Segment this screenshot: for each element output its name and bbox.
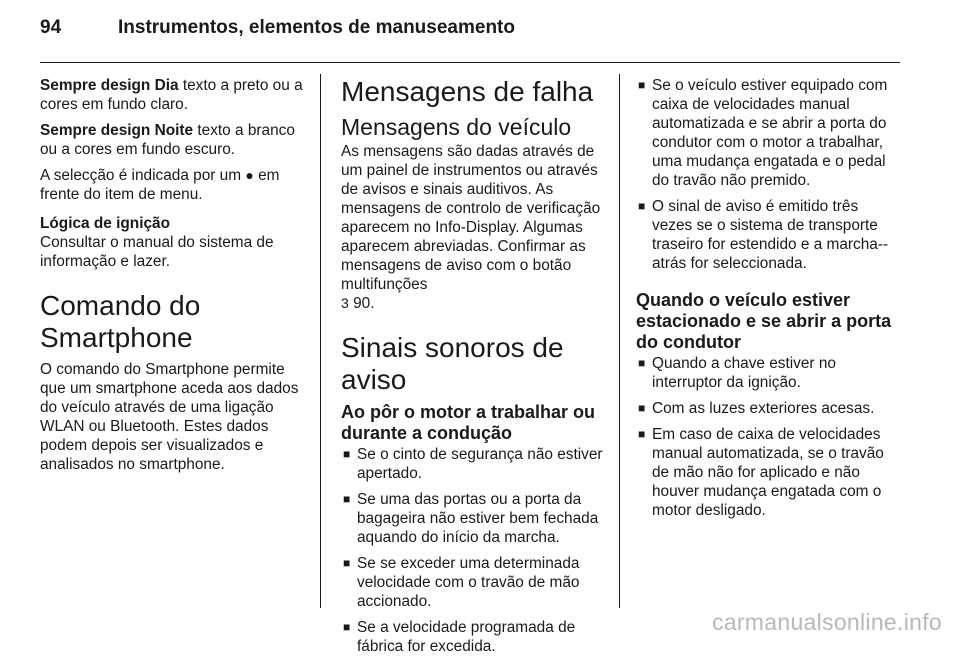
list-item-text: Com as luzes exteriores acesas. xyxy=(652,400,875,417)
smartphone-heading: Comando do Smartphone xyxy=(40,290,201,353)
ignition-logic-text: Consultar o manual do sistema de informação e lazer. xyxy=(40,234,274,270)
list-item xyxy=(636,425,902,520)
bullet-icon: ■ xyxy=(638,401,646,415)
column-2 xyxy=(341,76,605,663)
list-item xyxy=(636,197,902,273)
vehicle-messages-heading: Mensagens do veículo xyxy=(341,114,572,140)
bullet-icon: ■ xyxy=(343,492,351,506)
list-item-text: O sinal de aviso é emitido três vezes se o sistema de transporte traseiro for estendido e a marcha--atrás for seleccionada. xyxy=(652,198,889,272)
noite-label: Sempre design Noite xyxy=(40,122,194,139)
page-number: 94 xyxy=(40,17,62,38)
bullet-icon: ■ xyxy=(343,447,351,461)
list-item xyxy=(636,354,902,392)
selection-dot-icon: ● xyxy=(245,167,254,183)
noite-text: texto a branco ou a cores em fundo escuro. xyxy=(40,122,295,158)
dia-paragraph xyxy=(40,76,308,114)
list-item-text: Se uma das portas ou a porta da bagageira não estiver bem fechada aquando do início da marcha. xyxy=(357,491,599,546)
list-item-text: Se se exceder uma determinada velocidade com o travão de mão accionado. xyxy=(357,555,580,610)
column-1 xyxy=(40,76,308,481)
list-item-text: Se a velocidade programada de fábrica for excedida. xyxy=(357,619,576,655)
driving-list xyxy=(341,445,605,656)
header-divider xyxy=(40,62,900,63)
list-item-text: Se o cinto de segurança não estiver apertado. xyxy=(357,446,603,482)
list-item xyxy=(341,554,605,611)
list-item xyxy=(341,618,605,656)
bullet-icon: ■ xyxy=(638,427,646,441)
vehicle-messages-body: As mensagens são dadas através de um painel de instrumentos ou através de avisos e sinais auditivos. As mensagens de controlo de verificação aparecem no Info-Display. Algumas aparecem abreviadas. Confirmar as mensagens de aviso com o botão multifunções xyxy=(341,143,601,293)
bullet-icon: ■ xyxy=(638,199,646,213)
list-item xyxy=(636,76,902,190)
smartphone-text: O comando do Smartphone permite que um smartphone aceda aos dados do veículo através de uma ligação WLAN ou Bluetooth. Estes dados podem depois ser visualizados e analisados no smartphone. xyxy=(40,361,299,473)
page-header-title: Instrumentos, elementos de manuseamento xyxy=(118,17,515,38)
bullet-icon: ■ xyxy=(638,356,646,370)
parked-list xyxy=(636,354,902,520)
page-header xyxy=(40,14,900,42)
selection-paragraph xyxy=(40,166,308,204)
noite-paragraph xyxy=(40,121,308,159)
ignition-logic-heading: Lógica de ignição xyxy=(40,215,170,232)
top-warning-list xyxy=(636,76,902,273)
dia-text: texto a preto ou a cores em fundo claro. xyxy=(40,77,303,113)
bullet-icon: ■ xyxy=(343,620,351,634)
column-divider-right xyxy=(619,74,620,608)
list-item xyxy=(636,399,902,418)
column-3 xyxy=(636,76,902,527)
list-item-text: Se o veículo estiver equipado com caixa de velocidades manual automatizada e se abrir a porta do condutor com o motor a trabalhar, uma mudança engatada e o pedal do travão não premido. xyxy=(652,77,888,189)
watermark: carmanualsonline.info xyxy=(711,609,942,635)
selection-text-post: em frente do item de menu. xyxy=(40,167,280,203)
bullet-icon: ■ xyxy=(343,556,351,570)
column-divider-left xyxy=(320,74,321,608)
list-item-text: Em caso de caixa de velocidades manual automatizada, se o travão de mão não for aplicado e não houver mudança engatada com o motor desligado. xyxy=(652,426,884,519)
page-reference: 90. xyxy=(348,295,375,312)
driving-heading: Ao pôr o motor a trabalhar ou durante a condução xyxy=(341,402,596,443)
bullet-icon: ■ xyxy=(638,78,646,92)
list-item-text: Quando a chave estiver no interruptor da ignição. xyxy=(652,355,836,391)
list-item xyxy=(341,445,605,483)
page-reference-arrow-icon: 3 xyxy=(341,295,349,311)
warning-chimes-heading: Sinais sonoros de aviso xyxy=(341,332,564,395)
list-item xyxy=(341,490,605,547)
dia-label: Sempre design Dia xyxy=(40,77,179,94)
fault-messages-heading: Mensagens de falha xyxy=(341,76,594,107)
selection-text-pre: A selecção é indicada por um xyxy=(40,167,246,184)
vehicle-messages-text xyxy=(341,142,605,313)
parked-heading: Quando o veículo estiver estacionado e se abrir a porta do condutor xyxy=(636,290,892,352)
